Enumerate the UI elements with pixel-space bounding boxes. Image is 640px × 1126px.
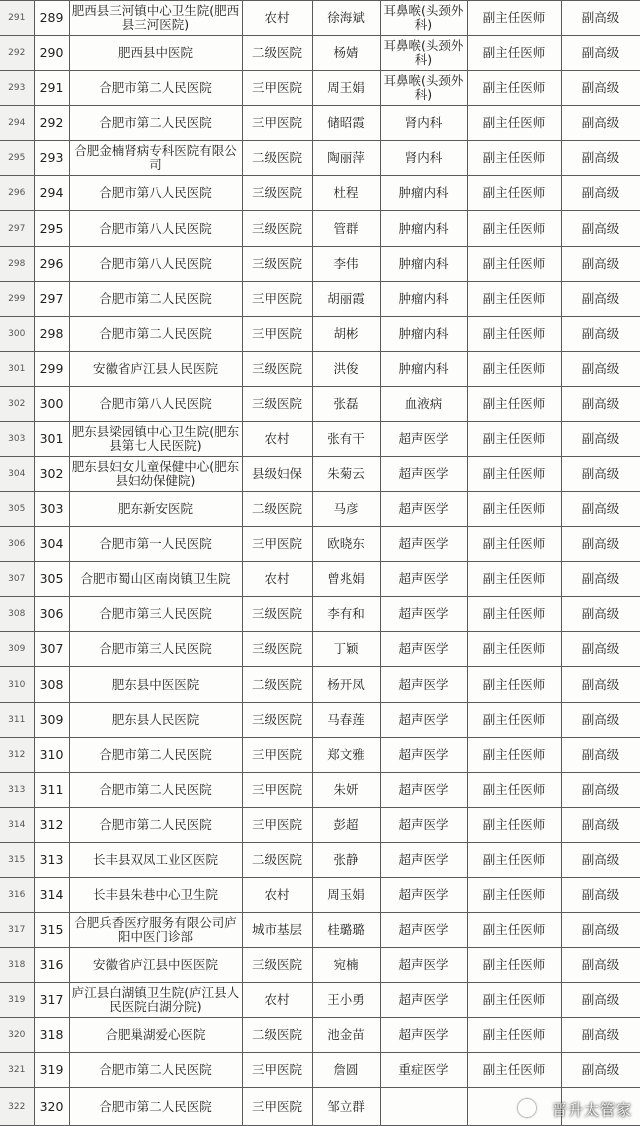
grade-cell: 副高级 xyxy=(561,562,640,597)
serial-number-cell: 312 xyxy=(34,807,69,842)
row-number: 320 xyxy=(0,1018,34,1053)
department-cell: 超声医学 xyxy=(380,807,467,842)
doctor-name-cell: 詹圆 xyxy=(312,1053,380,1088)
doctor-name-cell: 丁颖 xyxy=(312,632,380,667)
grade-cell: 副高级 xyxy=(561,632,640,667)
hospital-level-cell: 二级医院 xyxy=(242,667,312,702)
title-cell: 副主任医师 xyxy=(467,667,561,702)
hospital-cell: 肥东县中医医院 xyxy=(69,667,242,702)
row-number: 316 xyxy=(0,877,34,912)
hospital-level-cell: 三甲医院 xyxy=(242,1053,312,1088)
title-cell: 副主任医师 xyxy=(467,386,561,421)
department-cell: 超声医学 xyxy=(380,632,467,667)
grade-cell: 副高级 xyxy=(561,71,640,106)
row-number: 319 xyxy=(0,983,34,1018)
grade-cell: 副高级 xyxy=(561,351,640,386)
watermark: 晋升太管家 xyxy=(551,1101,632,1119)
hospital-level-cell: 三甲医院 xyxy=(242,1088,312,1126)
department-cell: 超声医学 xyxy=(380,877,467,912)
doctor-name-cell: 邹立群 xyxy=(312,1088,380,1126)
hospital-level-cell: 三级医院 xyxy=(242,246,312,281)
serial-number-cell: 313 xyxy=(34,842,69,877)
serial-number-cell: 317 xyxy=(34,983,69,1018)
hospital-cell: 合肥市第二人民医院 xyxy=(69,1053,242,1088)
department-cell: 血液病 xyxy=(380,386,467,421)
table-row xyxy=(0,176,640,211)
doctor-name-cell: 储昭霞 xyxy=(312,106,380,141)
hospital-cell: 合肥兵香医疗服务有限公司庐阳中医门诊部 xyxy=(69,913,242,948)
table-row xyxy=(0,386,640,421)
doctor-name-cell: 马彦 xyxy=(312,492,380,527)
department-cell: 超声医学 xyxy=(380,772,467,807)
department-cell: 超声医学 xyxy=(380,737,467,772)
serial-number-cell: 318 xyxy=(34,1018,69,1053)
row-number: 309 xyxy=(0,632,34,667)
grade-cell: 副高级 xyxy=(561,1,640,36)
hospital-level-cell: 三级医院 xyxy=(242,597,312,632)
department-cell: 肿瘤内科 xyxy=(380,176,467,211)
grade-cell: 副高级 xyxy=(561,281,640,316)
row-number: 298 xyxy=(0,246,34,281)
hospital-level-cell: 三级医院 xyxy=(242,632,312,667)
serial-number-cell: 315 xyxy=(34,913,69,948)
hospital-cell: 合肥市第三人民医院 xyxy=(69,597,242,632)
doctor-name-cell: 胡丽霞 xyxy=(312,281,380,316)
title-cell: 副主任医师 xyxy=(467,421,561,456)
serial-number-cell: 296 xyxy=(34,246,69,281)
hospital-cell: 庐江县白湖镇卫生院(庐江县人民医院白湖分院) xyxy=(69,983,242,1018)
hospital-cell: 合肥市第二人民医院 xyxy=(69,316,242,351)
table-row xyxy=(0,351,640,386)
row-number: 308 xyxy=(0,597,34,632)
hospital-level-cell: 三甲医院 xyxy=(242,71,312,106)
department-cell: 超声医学 xyxy=(380,457,467,492)
hospital-cell: 合肥市第二人民医院 xyxy=(69,71,242,106)
hospital-cell: 合肥金楠肾病专科医院有限公司 xyxy=(69,141,242,176)
grade-cell: 副高级 xyxy=(561,36,640,71)
title-cell: 副主任医师 xyxy=(467,562,561,597)
hospital-level-cell: 二级医院 xyxy=(242,141,312,176)
title-cell: 副主任医师 xyxy=(467,176,561,211)
row-number: 303 xyxy=(0,421,34,456)
row-number: 311 xyxy=(0,702,34,737)
hospital-cell: 长丰县朱巷中心卫生院 xyxy=(69,877,242,912)
doctor-name-cell: 朱妍 xyxy=(312,772,380,807)
grade-cell: 副高级 xyxy=(561,842,640,877)
doctor-name-cell: 杨开凤 xyxy=(312,667,380,702)
table-row xyxy=(0,562,640,597)
serial-number-cell: 290 xyxy=(34,36,69,71)
doctor-name-cell: 欧晓东 xyxy=(312,527,380,562)
title-cell: 副主任医师 xyxy=(467,772,561,807)
doctor-name-cell: 杜程 xyxy=(312,176,380,211)
serial-number-cell: 301 xyxy=(34,421,69,456)
hospital-level-cell: 农村 xyxy=(242,421,312,456)
doctor-name-cell: 马春莲 xyxy=(312,702,380,737)
serial-number-cell: 320 xyxy=(34,1088,69,1126)
department-cell: 超声医学 xyxy=(380,983,467,1018)
title-cell xyxy=(467,1088,561,1126)
serial-number-cell: 302 xyxy=(34,457,69,492)
department-cell: 超声医学 xyxy=(380,492,467,527)
hospital-cell: 合肥市蜀山区南岗镇卫生院 xyxy=(69,562,242,597)
grade-cell: 副高级 xyxy=(561,421,640,456)
row-number: 294 xyxy=(0,106,34,141)
row-number: 317 xyxy=(0,913,34,948)
serial-number-cell: 293 xyxy=(34,141,69,176)
grade-cell: 副高级 xyxy=(561,457,640,492)
doctor-name-cell: 郑文雅 xyxy=(312,737,380,772)
doctor-name-cell: 朱菊云 xyxy=(312,457,380,492)
grade-cell: 副高级 xyxy=(561,702,640,737)
department-cell: 超声医学 xyxy=(380,702,467,737)
doctor-name-cell: 张静 xyxy=(312,842,380,877)
serial-number-cell: 311 xyxy=(34,772,69,807)
doctor-name-cell: 彭超 xyxy=(312,807,380,842)
title-cell: 副主任医师 xyxy=(467,106,561,141)
department-cell: 重症医学 xyxy=(380,1053,467,1088)
serial-number-cell: 308 xyxy=(34,667,69,702)
title-cell: 副主任医师 xyxy=(467,737,561,772)
hospital-cell: 合肥市第八人民医院 xyxy=(69,246,242,281)
department-cell: 肾内科 xyxy=(380,141,467,176)
hospital-level-cell: 三甲医院 xyxy=(242,807,312,842)
hospital-level-cell: 三级医院 xyxy=(242,211,312,246)
department-cell: 超声医学 xyxy=(380,527,467,562)
title-cell: 副主任医师 xyxy=(467,983,561,1018)
hospital-level-cell: 二级医院 xyxy=(242,1018,312,1053)
serial-number-cell: 289 xyxy=(34,1,69,36)
hospital-cell: 合肥市第二人民医院 xyxy=(69,281,242,316)
title-cell: 副主任医师 xyxy=(467,913,561,948)
table-row xyxy=(0,772,640,807)
row-number: 318 xyxy=(0,948,34,983)
table-row xyxy=(0,36,640,71)
grade-cell: 副高级 xyxy=(561,1018,640,1053)
row-number: 297 xyxy=(0,211,34,246)
table-row xyxy=(0,492,640,527)
serial-number-cell: 292 xyxy=(34,106,69,141)
department-cell: 耳鼻喉(头颈外科) xyxy=(380,36,467,71)
title-cell: 副主任医师 xyxy=(467,351,561,386)
title-cell: 副主任医师 xyxy=(467,246,561,281)
department-cell: 超声医学 xyxy=(380,1018,467,1053)
hospital-level-cell: 三甲医院 xyxy=(242,527,312,562)
serial-number-cell: 306 xyxy=(34,597,69,632)
department-cell: 肿瘤内科 xyxy=(380,246,467,281)
row-number: 304 xyxy=(0,457,34,492)
doctor-name-cell: 胡彬 xyxy=(312,316,380,351)
grade-cell: 副高级 xyxy=(561,106,640,141)
row-number: 307 xyxy=(0,562,34,597)
grade-cell: 副高级 xyxy=(561,527,640,562)
serial-number-cell: 303 xyxy=(34,492,69,527)
row-number: 302 xyxy=(0,386,34,421)
table-row xyxy=(0,1,640,36)
grade-cell: 副高级 xyxy=(561,737,640,772)
table-row xyxy=(0,246,640,281)
table-row xyxy=(0,1088,640,1126)
title-cell: 副主任医师 xyxy=(467,948,561,983)
table-row xyxy=(0,877,640,912)
hospital-cell: 安徽省庐江县人民医院 xyxy=(69,351,242,386)
row-number: 306 xyxy=(0,527,34,562)
table-row xyxy=(0,527,640,562)
table-row xyxy=(0,281,640,316)
doctor-name-cell: 王小勇 xyxy=(312,983,380,1018)
serial-number-cell: 316 xyxy=(34,948,69,983)
grade-cell: 副高级 xyxy=(561,983,640,1018)
hospital-cell: 肥东新安医院 xyxy=(69,492,242,527)
hospital-cell: 安徽省庐江县中医医院 xyxy=(69,948,242,983)
title-cell: 副主任医师 xyxy=(467,211,561,246)
grade-cell: 副高级 xyxy=(561,176,640,211)
grade-cell: 副高级 xyxy=(561,316,640,351)
grade-cell: 副高级 xyxy=(561,246,640,281)
title-cell: 副主任医师 xyxy=(467,281,561,316)
table-row xyxy=(0,1018,640,1053)
hospital-level-cell: 三级医院 xyxy=(242,176,312,211)
row-number: 321 xyxy=(0,1053,34,1088)
table-row xyxy=(0,211,640,246)
department-cell: 超声医学 xyxy=(380,842,467,877)
doctor-name-cell: 张有干 xyxy=(312,421,380,456)
hospital-cell: 合肥市第二人民医院 xyxy=(69,772,242,807)
table-row xyxy=(0,632,640,667)
table-row xyxy=(0,1053,640,1088)
hospital-level-cell: 农村 xyxy=(242,1,312,36)
hospital-level-cell: 农村 xyxy=(242,562,312,597)
grade-cell: 副高级 xyxy=(561,772,640,807)
title-cell: 副主任医师 xyxy=(467,492,561,527)
table-row xyxy=(0,737,640,772)
hospital-level-cell: 三甲医院 xyxy=(242,316,312,351)
row-number: 300 xyxy=(0,316,34,351)
department-cell: 超声医学 xyxy=(380,948,467,983)
serial-number-cell: 300 xyxy=(34,386,69,421)
hospital-level-cell: 三甲医院 xyxy=(242,772,312,807)
table-row xyxy=(0,702,640,737)
grade-cell: 副高级 xyxy=(561,386,640,421)
hospital-cell: 合肥市第二人民医院 xyxy=(69,1088,242,1126)
department-cell: 超声医学 xyxy=(380,667,467,702)
row-number: 292 xyxy=(0,36,34,71)
hospital-level-cell: 二级医院 xyxy=(242,492,312,527)
grade-cell: 副高级 xyxy=(561,667,640,702)
serial-number-cell: 295 xyxy=(34,211,69,246)
table-row xyxy=(0,421,640,456)
row-number: 313 xyxy=(0,772,34,807)
grade-cell: 副高级 xyxy=(561,597,640,632)
grade-cell: 副高级 xyxy=(561,211,640,246)
row-number: 305 xyxy=(0,492,34,527)
serial-number-cell: 297 xyxy=(34,281,69,316)
serial-number-cell: 309 xyxy=(34,702,69,737)
row-number: 295 xyxy=(0,141,34,176)
doctor-name-cell: 李伟 xyxy=(312,246,380,281)
serial-number-cell: 304 xyxy=(34,527,69,562)
department-cell: 肾内科 xyxy=(380,106,467,141)
serial-number-cell: 319 xyxy=(34,1053,69,1088)
hospital-level-cell: 三甲医院 xyxy=(242,737,312,772)
hospital-level-cell: 二级医院 xyxy=(242,36,312,71)
doctor-name-cell: 杨婧 xyxy=(312,36,380,71)
hospital-level-cell: 二级医院 xyxy=(242,842,312,877)
row-number: 312 xyxy=(0,737,34,772)
hospital-level-cell: 农村 xyxy=(242,983,312,1018)
title-cell: 副主任医师 xyxy=(467,597,561,632)
title-cell: 副主任医师 xyxy=(467,1,561,36)
grade-cell: 副高级 xyxy=(561,141,640,176)
hospital-level-cell: 三甲医院 xyxy=(242,106,312,141)
hospital-level-cell: 三级医院 xyxy=(242,702,312,737)
hospital-cell: 合肥市第一人民医院 xyxy=(69,527,242,562)
hospital-cell: 合肥市第三人民医院 xyxy=(69,632,242,667)
doctor-name-cell: 桂璐璐 xyxy=(312,913,380,948)
row-number: 301 xyxy=(0,351,34,386)
table-row xyxy=(0,597,640,632)
title-cell: 副主任医师 xyxy=(467,36,561,71)
department-cell: 肿瘤内科 xyxy=(380,281,467,316)
grade-cell: 副高级 xyxy=(561,1053,640,1088)
table-row xyxy=(0,913,640,948)
hospital-cell: 长丰县双凤工业区医院 xyxy=(69,842,242,877)
title-cell: 副主任医师 xyxy=(467,527,561,562)
doctor-name-cell: 张磊 xyxy=(312,386,380,421)
row-number: 314 xyxy=(0,807,34,842)
title-cell: 副主任医师 xyxy=(467,842,561,877)
table-row xyxy=(0,141,640,176)
table-row xyxy=(0,316,640,351)
serial-number-cell: 291 xyxy=(34,71,69,106)
department-cell: 超声医学 xyxy=(380,597,467,632)
department-cell: 耳鼻喉(头颈外科) xyxy=(380,1,467,36)
table-row xyxy=(0,807,640,842)
hospital-cell: 肥西县三河镇中心卫生院(肥西县三河医院) xyxy=(69,1,242,36)
row-number: 296 xyxy=(0,176,34,211)
department-cell: 超声医学 xyxy=(380,913,467,948)
hospital-cell: 合肥市第八人民医院 xyxy=(69,176,242,211)
doctor-name-cell: 管群 xyxy=(312,211,380,246)
title-cell: 副主任医师 xyxy=(467,316,561,351)
doctor-name-cell: 李有和 xyxy=(312,597,380,632)
row-number: 293 xyxy=(0,71,34,106)
doctor-name-cell: 池金苗 xyxy=(312,1018,380,1053)
hospital-level-cell: 三级医院 xyxy=(242,948,312,983)
grade-cell: 副高级 xyxy=(561,807,640,842)
grade-cell: 副高级 xyxy=(561,948,640,983)
department-cell xyxy=(380,1088,467,1126)
hospital-level-cell: 三级医院 xyxy=(242,351,312,386)
grade-cell: 副高级 xyxy=(561,877,640,912)
serial-number-cell: 299 xyxy=(34,351,69,386)
hospital-level-cell: 农村 xyxy=(242,877,312,912)
table-row xyxy=(0,106,640,141)
hospital-cell: 合肥市第八人民医院 xyxy=(69,211,242,246)
title-cell: 副主任医师 xyxy=(467,807,561,842)
doctor-name-cell: 徐海斌 xyxy=(312,1,380,36)
hospital-cell: 合肥市第二人民医院 xyxy=(69,737,242,772)
table-row xyxy=(0,842,640,877)
row-number: 322 xyxy=(0,1088,34,1126)
serial-number-cell: 310 xyxy=(34,737,69,772)
table-row xyxy=(0,71,640,106)
title-cell: 副主任医师 xyxy=(467,1053,561,1088)
department-cell: 肿瘤内科 xyxy=(380,316,467,351)
hospital-cell: 合肥市第八人民医院 xyxy=(69,386,242,421)
title-cell: 副主任医师 xyxy=(467,71,561,106)
doctor-name-cell: 陶丽萍 xyxy=(312,141,380,176)
hospital-cell: 肥东县妇女儿童保健中心(肥东县妇幼保健院) xyxy=(69,457,242,492)
hospital-cell: 合肥市第二人民医院 xyxy=(69,807,242,842)
department-cell: 耳鼻喉(头颈外科) xyxy=(380,71,467,106)
row-number: 299 xyxy=(0,281,34,316)
doctor-name-cell: 曾兆娟 xyxy=(312,562,380,597)
table-row xyxy=(0,983,640,1018)
title-cell: 副主任医师 xyxy=(467,702,561,737)
hospital-cell: 合肥巢湖爱心医院 xyxy=(69,1018,242,1053)
watermark-logo-icon xyxy=(518,1099,536,1117)
serial-number-cell: 298 xyxy=(34,316,69,351)
serial-number-cell: 307 xyxy=(34,632,69,667)
doctor-name-cell: 宛楠 xyxy=(312,948,380,983)
department-cell: 超声医学 xyxy=(380,562,467,597)
serial-number-cell: 294 xyxy=(34,176,69,211)
hospital-cell: 合肥市第二人民医院 xyxy=(69,106,242,141)
department-cell: 肿瘤内科 xyxy=(380,351,467,386)
title-cell: 副主任医师 xyxy=(467,1018,561,1053)
hospital-level-cell: 三级医院 xyxy=(242,386,312,421)
department-cell: 超声医学 xyxy=(380,421,467,456)
doctor-name-cell: 周王娟 xyxy=(312,71,380,106)
hospital-level-cell: 县级妇保 xyxy=(242,457,312,492)
hospital-cell: 肥东县人民医院 xyxy=(69,702,242,737)
grade-cell: 副高级 xyxy=(561,492,640,527)
serial-number-cell: 314 xyxy=(34,877,69,912)
row-number: 315 xyxy=(0,842,34,877)
table-row xyxy=(0,667,640,702)
hospital-cell: 肥西县中医院 xyxy=(69,36,242,71)
department-cell: 肿瘤内科 xyxy=(380,211,467,246)
table-row xyxy=(0,948,640,983)
title-cell: 副主任医师 xyxy=(467,632,561,667)
title-cell: 副主任医师 xyxy=(467,141,561,176)
hospital-level-cell: 三甲医院 xyxy=(242,281,312,316)
hospital-cell: 肥东县梁园镇中心卫生院(肥东县第七人民医院) xyxy=(69,421,242,456)
doctor-name-cell: 周玉娟 xyxy=(312,877,380,912)
hospital-level-cell: 城市基层 xyxy=(242,913,312,948)
grade-cell: 副高级 xyxy=(561,913,640,948)
serial-number-cell: 305 xyxy=(34,562,69,597)
title-cell: 副主任医师 xyxy=(467,877,561,912)
title-cell: 副主任医师 xyxy=(467,457,561,492)
table-row xyxy=(0,457,640,492)
doctor-name-cell: 洪俊 xyxy=(312,351,380,386)
row-number: 310 xyxy=(0,667,34,702)
row-number: 291 xyxy=(0,1,34,36)
